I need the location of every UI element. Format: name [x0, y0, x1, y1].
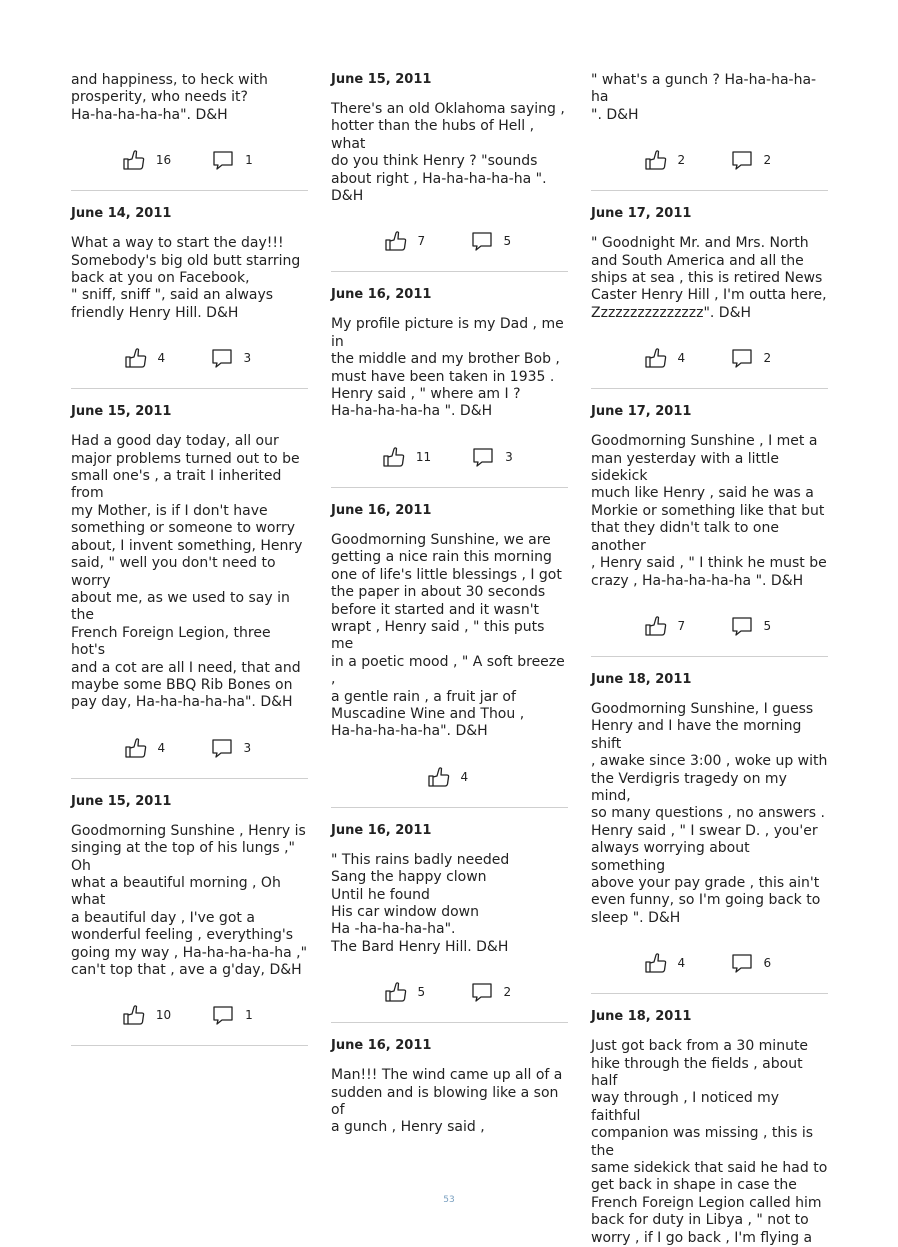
post-actions: [591, 344, 828, 372]
comment-button[interactable]: [210, 346, 256, 370]
post-text: " what's a gunch ? Ha-ha-ha-ha-ha ". D&H: [591, 72, 817, 123]
like-button[interactable]: [384, 980, 430, 1004]
comment-button[interactable]: [730, 346, 776, 370]
speech-bubble-icon: [471, 445, 495, 469]
speech-bubble-icon: [210, 346, 234, 370]
speech-bubble-icon: [470, 229, 494, 253]
comment-button[interactable]: [730, 951, 776, 975]
speech-bubble-icon: [211, 148, 235, 172]
like-count: 16: [155, 153, 172, 168]
post-date: June 14, 2011: [71, 206, 172, 222]
speech-bubble-icon: [730, 951, 754, 975]
post-text: Had a good day today, all our major problems turned out to be small one's , a trait I inherited from my Mother, is if I don't have something or someone to worry about, I invent something, Henry said, " well you don't need to worry about me, as we used to say in the French Foreign Legion, three hot's and a cot are all I need, that and maybe some BBQ Rib Bones on pay day, Ha-ha-ha-ha-ha". D&H: [71, 433, 303, 711]
post-actions: [591, 146, 828, 174]
like-button[interactable]: [122, 1003, 171, 1027]
post-text: Goodmorning Sunshine , I met a man yesterday with a little sidekick much like Henry , said he was a Morkie or something like that but that they didn't talk to one another , Henry said , " I think he must be crazy , Ha-ha-ha-ha-ha ". D&H: [591, 433, 827, 589]
comment-button[interactable]: [730, 614, 776, 638]
like-button[interactable]: [644, 148, 690, 172]
post-actions: [71, 146, 308, 174]
post: [71, 206, 308, 389]
thumbs-up-icon: [384, 229, 408, 253]
post-text: Just got back from a 30 minute hike through the fields , about half way through , I noticed my faithful companion was missing , this is the same sidekick that said he had to get back in shape in case the French Foreign Legion called him back for duty in Libya , " not to worry , if I go back , I'm flying a: [591, 1038, 828, 1246]
post-divider: [71, 388, 308, 389]
like-count: 4: [460, 769, 469, 784]
like-button[interactable]: [644, 951, 690, 975]
post-actions: [331, 763, 568, 791]
thumbs-up-icon: [124, 346, 148, 370]
comment-count: 3: [243, 740, 252, 755]
speech-bubble-icon: [730, 614, 754, 638]
post: [331, 823, 568, 1023]
post: [591, 72, 828, 191]
comment-count: 1: [245, 1008, 253, 1023]
like-count: 11: [415, 449, 432, 464]
post-text: Goodmorning Sunshine, I guess Henry and I have the morning shift , awake since 3:00 , woke up with the Verdigris tragedy on my mind, so many questions , no answers . Henry said , " I swear D. , you'er always worrying about something above your pay grade , this ain't even funny, so I'm going back to sleep ". D&H: [591, 700, 828, 926]
like-count: 4: [157, 351, 166, 366]
post-text: There's an old Oklahoma saying , hotter than the hubs of Hell , what do you think Henry ? "sounds about right , Ha-ha-ha-ha-ha ". D&H: [331, 101, 565, 205]
thumbs-up-icon: [384, 980, 408, 1004]
like-button[interactable]: [644, 614, 690, 638]
post-divider: [331, 487, 568, 488]
post-text: Goodmorning Sunshine , Henry is singing at the top of his lungs ," Oh what a beautiful morning , Oh what a beautiful day , I've got a wonderful feeling , everything's going my way , Ha-ha-ha-ha-ha ," can't top that , ave a g'day, D&H: [71, 822, 308, 978]
comment-count: 5: [503, 234, 512, 249]
post-divider: [591, 993, 828, 994]
post-date: June 15, 2011: [71, 793, 172, 809]
post: [71, 794, 308, 1047]
like-button[interactable]: [122, 148, 171, 172]
thumbs-up-icon: [382, 445, 406, 469]
post-text: Goodmorning Sunshine, we are getting a nice rain this morning one of life's little blessings , I got the paper in about 30 seconds before it started and it wasn't wrapt , Henry said , " this puts me in a poetic mood , " A soft breeze , a gentle rain , a fruit jar of Muscadine Wine and Thou , Ha-ha-ha-ha-ha". D&H: [331, 531, 565, 740]
post: [591, 404, 828, 657]
speech-bubble-icon: [211, 1003, 235, 1027]
post-date: June 16, 2011: [331, 287, 432, 303]
comment-button[interactable]: [470, 980, 516, 1004]
column-right: [591, 72, 828, 1247]
like-button[interactable]: [427, 765, 473, 789]
thumbs-up-icon: [427, 765, 451, 789]
post-text: and happiness, to heck with prosperity, who needs it? Ha-ha-ha-ha-ha". D&H: [71, 72, 268, 123]
post: [591, 1009, 828, 1247]
post-date: June 16, 2011: [331, 822, 432, 838]
comment-button[interactable]: [210, 736, 256, 760]
post-actions: [591, 612, 828, 640]
like-count: 4: [677, 956, 686, 971]
post-divider: [591, 190, 828, 191]
post: [71, 404, 308, 779]
post-text: My profile picture is my Dad , me in the middle and my brother Bob , must have been taken in 1935 . Henry said , " where am I ? Ha-ha-ha-ha-ha ". D&H: [331, 316, 564, 420]
post-date: June 18, 2011: [591, 1009, 692, 1025]
post-divider: [591, 656, 828, 657]
thumbs-up-icon: [644, 148, 668, 172]
like-button[interactable]: [382, 445, 431, 469]
speech-bubble-icon: [730, 346, 754, 370]
thumbs-up-icon: [644, 951, 668, 975]
post-text: Man!!! The wind came up all of a sudden and is blowing like a son of a gunch , Henry said ,: [331, 1067, 563, 1136]
post-actions: [331, 978, 568, 1006]
post-actions: [331, 227, 568, 255]
speech-bubble-icon: [210, 736, 234, 760]
comment-count: 3: [505, 449, 513, 464]
post: [591, 206, 828, 389]
post-actions: [71, 344, 308, 372]
like-count: 10: [155, 1008, 172, 1023]
like-count: 2: [677, 153, 686, 168]
like-button[interactable]: [384, 229, 430, 253]
comment-count: 2: [503, 985, 512, 1000]
post-actions: [71, 734, 308, 762]
like-count: 7: [677, 618, 686, 633]
comment-count: 6: [763, 956, 772, 971]
thumbs-up-icon: [122, 148, 146, 172]
post: [331, 503, 568, 808]
post-divider: [71, 1045, 308, 1046]
post-divider: [591, 388, 828, 389]
post: [331, 287, 568, 487]
like-button[interactable]: [124, 736, 170, 760]
post-divider: [71, 778, 308, 779]
post-date: June 16, 2011: [331, 502, 432, 518]
comment-count: 3: [243, 351, 252, 366]
post: [331, 72, 568, 272]
like-count: 4: [157, 740, 166, 755]
comment-count: 1: [245, 153, 253, 168]
post-actions: [591, 949, 828, 977]
comment-button[interactable]: [211, 148, 257, 172]
speech-bubble-icon: [730, 148, 754, 172]
post-date: June 15, 2011: [331, 72, 432, 87]
comment-button[interactable]: [471, 445, 517, 469]
thumbs-up-icon: [644, 614, 668, 638]
thumbs-up-icon: [644, 346, 668, 370]
post: [71, 72, 308, 191]
post: [331, 1038, 568, 1137]
comment-count: 5: [763, 618, 772, 633]
like-count: 7: [417, 234, 426, 249]
post-text: " This rains badly needed Sang the happy clown Until he found His car window down Ha -ha-ha-ha-ha". The Bard Henry Hill. D&H: [331, 851, 510, 955]
post-date: June 16, 2011: [331, 1038, 432, 1054]
post-date: June 17, 2011: [591, 404, 692, 420]
post-divider: [331, 271, 568, 272]
comment-count: 2: [763, 351, 772, 366]
post-text: " Goodnight Mr. and Mrs. North and South America and all the ships at sea , this is retired News Caster Henry Hill , I'm outta here, Zzzzzzzzzzzzzzz". D&H: [591, 235, 827, 321]
like-count: 5: [417, 985, 426, 1000]
post-date: June 17, 2011: [591, 206, 692, 222]
column-left: [71, 72, 308, 1061]
like-button[interactable]: [124, 346, 170, 370]
column-middle: [331, 72, 568, 1137]
post-divider: [331, 1022, 568, 1023]
like-count: 4: [677, 351, 686, 366]
post-divider: [71, 190, 308, 191]
comment-button[interactable]: [211, 1003, 257, 1027]
speech-bubble-icon: [470, 980, 494, 1004]
comment-button[interactable]: [470, 229, 516, 253]
thumbs-up-icon: [124, 736, 148, 760]
thumbs-up-icon: [122, 1003, 146, 1027]
post-text: What a way to start the day!!! Somebody's big old butt starring back at you on Facebook, " sniff, sniff ", said an always friendly Henry Hill. D&H: [71, 235, 301, 321]
like-button[interactable]: [644, 346, 690, 370]
post-actions: [71, 1001, 308, 1029]
post-date: June 18, 2011: [591, 671, 692, 687]
post-actions: [331, 443, 568, 471]
comment-button[interactable]: [730, 148, 776, 172]
comment-count: 2: [763, 153, 772, 168]
post-divider: [331, 807, 568, 808]
post-date: June 15, 2011: [71, 404, 172, 420]
post: [591, 672, 828, 994]
page-number: 53: [443, 1195, 455, 1205]
